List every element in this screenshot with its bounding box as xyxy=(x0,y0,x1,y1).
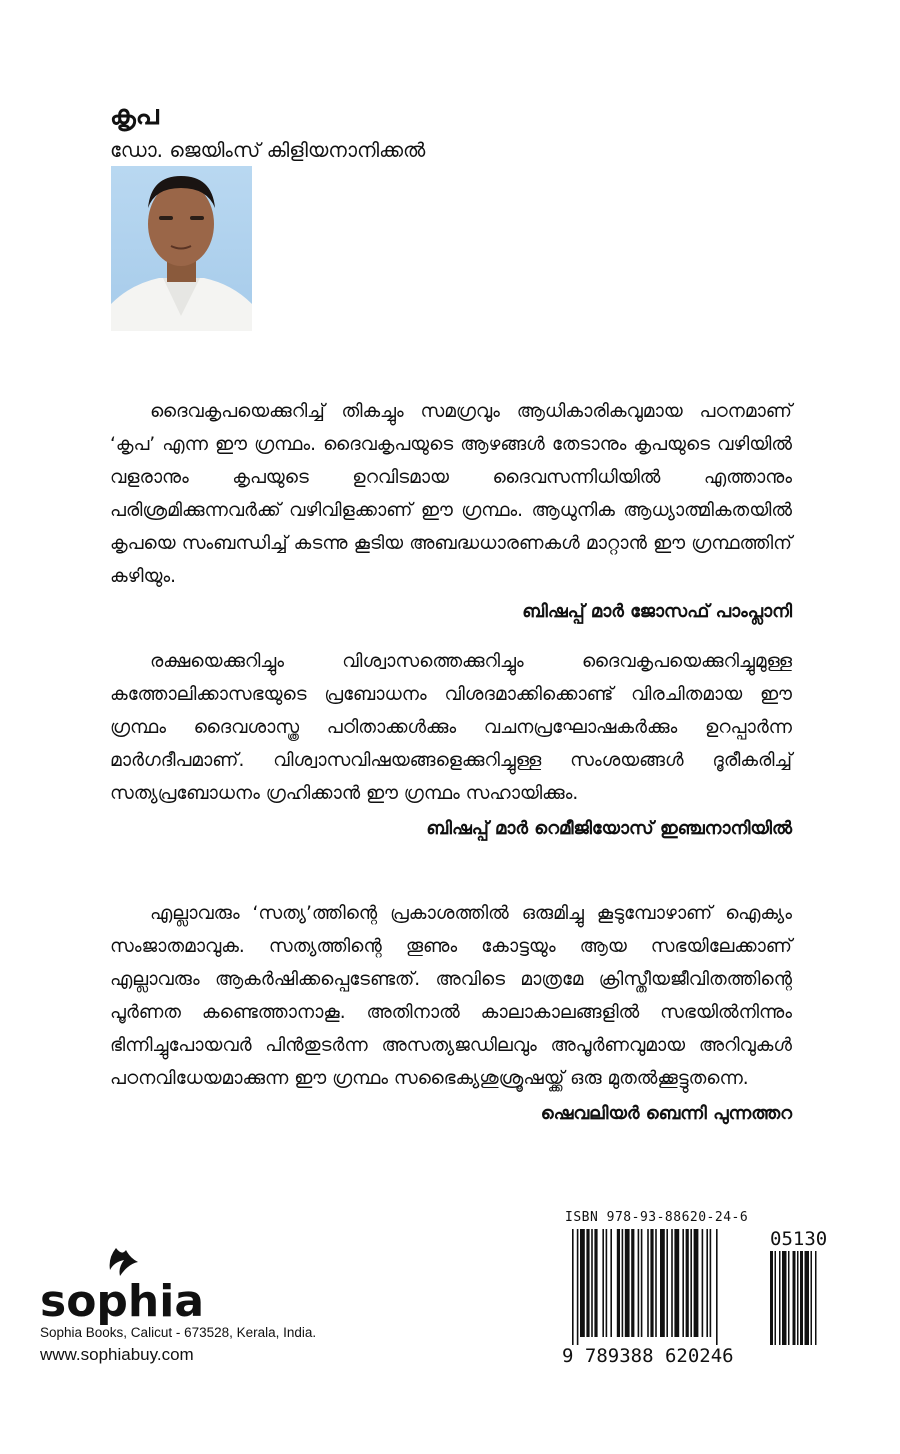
barcode-bar xyxy=(641,1229,643,1337)
barcode-bar xyxy=(631,1229,634,1337)
barcode-bar xyxy=(702,1229,704,1337)
barcode-addon-bar xyxy=(797,1251,799,1345)
barcode-number: 9 789388 620246 xyxy=(562,1345,734,1365)
barcode-bar xyxy=(625,1229,630,1337)
barcode-bar xyxy=(617,1229,620,1337)
barcode-bar xyxy=(580,1229,585,1337)
review-signature: ബിഷപ്പ് മാർ ജോസഫ് പാംപ്ലാനി xyxy=(522,601,792,622)
barcode-addon-bar xyxy=(782,1251,787,1345)
review-section-1 xyxy=(110,395,792,628)
barcode-bar xyxy=(716,1229,718,1345)
publisher-address: Sophia Books, Calicut - 673528, Kerala, India. xyxy=(40,1325,317,1340)
barcode-bar xyxy=(671,1229,673,1337)
svg-text:sophia: sophia xyxy=(40,1276,205,1327)
barcode-addon-bar xyxy=(788,1251,790,1345)
barcode-bar xyxy=(610,1229,612,1337)
sophia-logo xyxy=(38,1240,208,1330)
barcode-addon-bar xyxy=(800,1251,803,1345)
barcode-bar xyxy=(710,1229,712,1337)
barcode-bar xyxy=(591,1229,593,1337)
barcode-addon-bar xyxy=(811,1251,813,1345)
barcode-bar xyxy=(655,1229,657,1337)
publisher-website[interactable]: www.sophiabuy.com xyxy=(40,1345,194,1364)
author-name: ഡോ. ജെയിംസ് കിളിയനാനിക്കൽ xyxy=(110,138,426,162)
barcode-bar xyxy=(577,1229,579,1345)
barcode-bar xyxy=(686,1229,689,1337)
review-text: ദൈവകൃപയെക്കുറിച്ച് തികച്ചും സമഗ്രവും ആധികാരികവുമായ പഠനമാണ് ‘കൃപ’ എന്ന ഈ ഗ്രന്ഥം. ദൈവകൃപയുടെ ആഴങ്ങൾ തേടാനും കൃപയുടെ വഴിയിൽ വളരാനും കൃപയുടെ ഉറവിടമായ ദൈവസന്നിധിയിൽ എത്താനും പരിശ്രമിക്കുന്നവർക്ക് വഴിവിളക്കാണ് ഈ ഗ്രന്ഥം. ആധുനിക ആധ്യാത്മികതയിൽ കൃപയെ സംബന്ധിച്ച് കടന്നു കൂടിയ അബദ്ധധാരണകൾ മാറ്റാൻ ഈ ഗ്രന്ഥത്തിന് കഴിയും. xyxy=(110,401,792,587)
price-code: 05130 xyxy=(770,1228,828,1250)
barcode-bar xyxy=(638,1229,640,1337)
isbn-text: ISBN 978-93-88620-24-6 xyxy=(565,1210,749,1225)
barcode-bar xyxy=(660,1229,665,1337)
barcode-bar xyxy=(674,1229,679,1337)
barcode-bar xyxy=(594,1229,597,1337)
barcode-bar xyxy=(690,1229,692,1337)
barcode-bar xyxy=(647,1229,649,1337)
barcode-addon-bar xyxy=(779,1251,781,1345)
review-section-3 xyxy=(110,897,792,1130)
barcode-bar xyxy=(650,1229,653,1337)
barcode-bar xyxy=(666,1229,668,1337)
barcode-bar xyxy=(622,1229,624,1337)
dove-icon xyxy=(110,1248,138,1276)
review-signature: ഷെവലിയർ ബെന്നി പുന്നത്തറ xyxy=(540,1103,792,1124)
barcode-addon-bar xyxy=(815,1251,817,1345)
book-title: കൃപ xyxy=(110,100,159,131)
barcode-addon-bar xyxy=(805,1251,810,1345)
review-text: എല്ലാവരും ‘സത്യ’ത്തിന്റെ പ്രകാശത്തിൽ ഒരുമിച്ചു കൂടുമ്പോഴാണ് ഐക്യം സംജാതമാവുക. സത്യത്തിന്റെ തൂണും കോട്ടയും ആയ സഭയിലേക്കാണ് എല്ലാവരും ആകർഷിക്കപ്പെടേണ്ടത്. അവിടെ മാത്രമേ ക്രിസ്തീയജീവിതത്തിന്റെ പൂർണത കണ്ടെത്താനാകൂ. അതിനാൽ കാലാകാലങ്ങളിൽ സഭയിൽനിന്നും ഭിന്നിച്ചുപോയവർ പിൻതുടർന്ന അസത്യജഡിലവും അപൂർണവുമായ അറിവുകൾ പഠനവിധേയമാക്കുന്ന ഈ ഗ്രന്ഥം സഭൈക്യശുശ്രൂഷയ്ക്ക് ഒരു മുതൽക്കൂട്ടുതന്നെ. xyxy=(110,903,792,1089)
barcode-bar xyxy=(706,1229,708,1337)
review-signature: ബിഷപ്പ് മാർ റെമീജിയോസ് ഇഞ്ചനാനിയിൽ xyxy=(426,818,792,839)
barcode-bar xyxy=(606,1229,608,1337)
barcode xyxy=(560,1225,860,1365)
barcode-bar xyxy=(602,1229,604,1337)
barcode-bar xyxy=(682,1229,684,1337)
review-section-2 xyxy=(110,645,792,845)
barcode-addon-bar xyxy=(793,1251,796,1345)
barcode-bar xyxy=(694,1229,699,1337)
barcode-bar xyxy=(572,1229,574,1345)
author-photo xyxy=(111,166,252,331)
review-text: രക്ഷയെക്കുറിച്ചും വിശ്വാസത്തെക്കുറിച്ചും ദൈവകൃപയെക്കുറിച്ചുമുള്ള കത്തോലിക്കാസഭയുടെ പ്രബോധനം വിശദമാക്കിക്കൊണ്ട് വിരചിതമായ ഈ ഗ്രന്ഥം ദൈവശാസ്ത്ര പഠിതാക്കൾക്കും വചനപ്രഘോഷകർക്കും ഉറപ്പാർന്ന മാർഗദീപമാണ്. വിശ്വാസവിഷയങ്ങളെക്കുറിച്ചുള്ള സംശയങ്ങൾ ദൂരീകരിച്ച് സത്യപ്രബോധനം ഗ്രഹിക്കാൻ ഈ ഗ്രന്ഥം സഹായിക്കും. xyxy=(110,651,792,804)
barcode-addon-bar xyxy=(770,1251,773,1345)
barcode-addon-bar xyxy=(775,1251,777,1345)
barcode-bar xyxy=(586,1229,589,1337)
